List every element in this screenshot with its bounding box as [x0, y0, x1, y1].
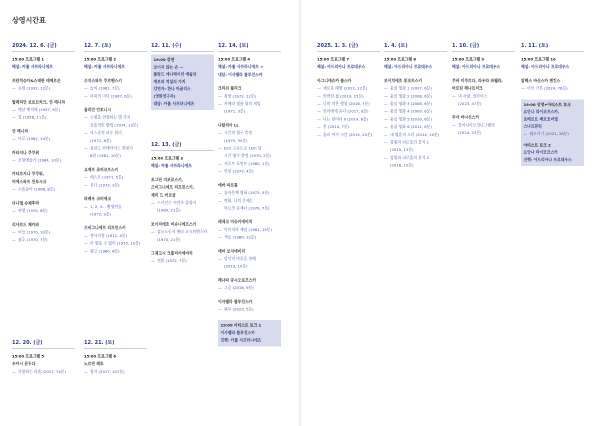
event-name-line: 진행: 카롤 사프라니에츠	[220, 337, 262, 343]
program-time: 15:00 프로그램 10	[521, 57, 556, 62]
program-host: 대담: 이사벨라 플루친스카	[218, 72, 263, 77]
director-name: 그제고시 크롤리키에비치	[151, 251, 193, 256]
film-entry	[84, 195, 147, 218]
film-title: — 미인 가본 (2024, 76분)	[521, 85, 584, 93]
event-name-line: 강연자: 한나 마골리스	[153, 86, 191, 92]
director-name: 즈지스와프 쿠르펜스키	[84, 78, 122, 83]
director-name: 알렉스 바신스카 젠킨스	[521, 78, 561, 83]
film-entry	[12, 127, 75, 142]
program-info	[12, 56, 75, 71]
film-title: — 움실 영화 3 (2008, 6분)	[384, 100, 447, 108]
program-info	[452, 56, 515, 71]
film-title: — 시간의 영구 측정	[218, 129, 281, 137]
director-name: 아그니에슈카 폴스카	[317, 78, 352, 83]
event-highlight-box	[151, 55, 214, 111]
program-time: 15:00 프로그램 6	[84, 354, 117, 359]
director-name: 레세크 미슈키에비치	[218, 219, 253, 225]
film-title: — 놀이 (1962, 7분)	[84, 85, 147, 93]
event-time-line: 19:00 강연	[153, 57, 175, 62]
film-title: — 돌아온체 영화 (1973, 5분)	[218, 189, 281, 197]
program-info	[218, 56, 281, 79]
program-info	[84, 56, 147, 71]
schedule-day	[12, 338, 75, 376]
day-date-header: 12. 11. (수)	[151, 41, 214, 52]
film-title: — 움실 영화 1 (2007, 6분)	[384, 85, 447, 93]
film-title: — 닉스준의 파동 원리	[84, 129, 147, 137]
schedule-day	[452, 41, 515, 137]
film-entry	[84, 360, 147, 375]
program-host: 해설: 아드리아나 프로데우스	[521, 64, 570, 70]
program-time: 15:00 프로그램 3	[151, 156, 184, 161]
film-title: — E22 고속도로 1km 당	[218, 145, 281, 153]
director-name: 즈비그니에프 리프친스키,	[151, 185, 195, 190]
film-title: (1971, 3분)	[224, 109, 246, 114]
program-time: 15:00 프로그램 4	[218, 57, 251, 62]
director-name: 제리 드 커르글	[151, 192, 176, 198]
event-name-line: 보이지 않는 손 —	[153, 64, 184, 70]
film-entry	[12, 199, 75, 214]
day-date-header: 1. 4. (토)	[384, 41, 447, 52]
director-name: 파베우 크비에크	[84, 196, 111, 202]
film-entry	[12, 77, 75, 92]
film-title: — 유럽 (1932, 12분)	[12, 85, 75, 93]
film-entry	[12, 149, 75, 164]
director-name: 보이치에흐 비슈니에프스키	[151, 221, 197, 227]
film-entry	[151, 220, 214, 243]
director-name: 프란치슈카&스테판 테메르손	[12, 78, 61, 83]
event-name-line: 이사벨라 플루친스카	[220, 330, 255, 335]
schedule-day	[151, 140, 214, 265]
film-entry	[12, 170, 75, 193]
film-entry	[218, 218, 281, 241]
director-name: 얀 레니차	[12, 128, 28, 134]
film-title: — 움실 영화 5 (2010, 6분)	[384, 115, 447, 123]
film-title: — 폴란드 카메라리스 연대기	[84, 145, 147, 153]
page-title: 상영시간표	[12, 16, 46, 25]
event-name-line: 진행: 아드리아나 프로데우스	[523, 157, 572, 162]
event-time-line: 19:00 상영+아티스트 토크	[523, 102, 571, 107]
day-date-header: 12. 7. (토)	[84, 41, 147, 52]
film-title: 마르의 문제다 (1979, 7분)	[224, 205, 270, 211]
film-entry	[84, 224, 147, 255]
film-title: — 테스트 (1971, 5분)	[84, 174, 147, 182]
schedule-day	[151, 41, 214, 110]
film-title: — 나는 당이다 II (2014, 6분)	[317, 115, 380, 123]
film-entry	[84, 106, 147, 160]
film-title: — 움실 영화 6 (2011, 6분)	[384, 123, 447, 131]
film-entry	[521, 77, 584, 92]
film-title: — 그곳 (2016, 9분)	[218, 284, 281, 292]
event-name-line: 스나르본틴	[523, 124, 542, 129]
director-name: 발레리안 보로브치크, 얀 레니차	[12, 99, 66, 105]
film-title: (2016, 10분)	[390, 163, 414, 168]
film-entry	[452, 77, 515, 108]
film-title: — 당신의 마음을 향해	[218, 255, 281, 263]
film-title: — 파괴의 미덕 (1967, 6분)	[84, 92, 147, 100]
film-title: — 섬유노동자 헨타 고시치엔스카	[151, 228, 214, 236]
film-entry	[12, 360, 75, 375]
event-highlight-box	[218, 320, 281, 346]
day-date-header: 2024. 12. 6. (금)	[12, 41, 75, 52]
program-info	[317, 56, 380, 71]
film-entry	[84, 77, 147, 100]
film-title: — 이미지의 게임 (1981, 15분)	[218, 226, 281, 234]
film-title: — 강령과 피로울의 분석 2	[384, 154, 447, 162]
film-title: — 소용돌이 (1968, 8분)	[12, 186, 75, 194]
film-title: — 새로운 태양 (2022, 12분)	[317, 85, 380, 93]
program-info	[84, 353, 147, 361]
film-title: — 나의 작은 행성 (2016, 7분)	[317, 100, 380, 108]
director-name: 율리안 안토니시	[84, 107, 111, 113]
day-date-header: 12. 13. (금)	[151, 140, 214, 151]
film-entry	[12, 98, 75, 121]
film-title: — 인상 (1973, 4분)	[218, 168, 281, 176]
program-host: 해설: 카롤 사프라니에츠	[12, 64, 53, 70]
day-date-header: 12. 20. (금)	[12, 338, 75, 349]
film-title: — 전환 (1972, 7분)	[151, 257, 214, 265]
film-entry	[12, 221, 75, 244]
film-title: — 조형예술가 (1964, 10분)	[12, 157, 75, 165]
director-name: 에바 파르톰	[218, 182, 238, 188]
director-name: 카타지나 쿠쿠워	[12, 150, 39, 155]
event-time-line: 19:00 아티스트 토크 1	[220, 323, 262, 328]
program-info	[521, 56, 584, 71]
schedule-day	[12, 41, 75, 244]
film-title: (1971, 8분)	[90, 138, 112, 143]
film-entry	[218, 298, 281, 313]
film-title: — 점호 (1970, 7분)	[12, 236, 75, 244]
page-fold-divider	[298, 0, 302, 426]
day-date-header: 12. 21. (토)	[84, 338, 147, 349]
film-title: (1980, 21분)	[157, 208, 181, 213]
film-entry	[218, 181, 281, 212]
film-title: (2024, 23분)	[458, 130, 482, 136]
film-title: — 내 사랑, 슬라이스	[452, 92, 515, 100]
director-name: 에바 보지에비치	[218, 248, 245, 254]
day-date-header: 1. 11. (토)	[521, 41, 584, 52]
film-title: — 아들 (1970, 10분)	[12, 228, 75, 236]
director-name: 나탈리아 LL	[218, 122, 239, 128]
day-date-header: 2025. 1. 3. (금)	[317, 41, 380, 52]
film-title: — 내 영혼의 소리 (2014, 10분)	[384, 131, 447, 139]
film-title: (1975, 21분)	[157, 237, 181, 242]
schedule-day	[84, 41, 147, 255]
schedule-day	[384, 41, 447, 169]
schedule-day	[218, 41, 281, 347]
program-info	[151, 155, 214, 170]
program-time: 15:00 프로그램 5	[12, 354, 45, 359]
film-title: — 옛날 옛적에 (1957, 9분)	[12, 106, 75, 114]
film-entry	[218, 85, 281, 116]
film-title: 6편 (1981, 10분)	[90, 153, 121, 159]
director-name: 다니엘 슈체후라	[12, 200, 39, 206]
film-title: — 강령과 피로울의 분석 1	[384, 139, 447, 147]
film-entry	[218, 121, 281, 175]
film-title: — 할머니이모의니그램의	[452, 121, 515, 129]
film-title: — 외부 (2023, 5분)	[218, 305, 281, 313]
director-name: 주자 바나신스카	[452, 115, 479, 120]
film-title: — 정사각형 (1972, 4분)	[84, 232, 147, 240]
event-name-line: 계보와 역설의 가치	[153, 79, 186, 84]
program-info	[12, 353, 75, 361]
schedule-day	[317, 41, 380, 139]
director-name: 리샤르드 체카와	[12, 222, 39, 227]
director-name: 레나타 공시오로프스카	[218, 277, 256, 283]
program-time: 15:00 프로그램 8	[384, 57, 417, 62]
film-title: — 언어에게 묻다 (2017, 8분)	[317, 108, 380, 116]
film-title: — 여행 (1970, 8분)	[12, 207, 75, 215]
film-title: — 색들 (1980, 12분)	[218, 234, 281, 242]
film-title: — 집 (1958, 11분)	[12, 114, 75, 122]
film-entry	[218, 247, 281, 270]
film-title: — 광자 (2017, 107분)	[84, 368, 147, 376]
director-name: 보그단 지보로스키,	[151, 177, 184, 182]
film-title: (1970, 30분)	[224, 138, 248, 143]
film-title: — 진다 (1973, 3분)	[84, 181, 147, 189]
director-name: 쿠바 미쿠르다, 라우라 파웰라,	[452, 78, 503, 83]
program-info	[384, 56, 447, 71]
film-title: (2015, 13분)	[390, 147, 414, 153]
film-title: — 서로트 포인트 (1980, 1분)	[218, 160, 281, 168]
film-title: — 사랑하는 피숍 (2017, 74분)	[12, 368, 75, 376]
event-work-line: — 떼오카기 (2021, 38분)	[524, 131, 582, 138]
director-name: 카타르지나 쿠쿠워,	[12, 171, 45, 177]
film-entry	[218, 276, 281, 291]
event-name-line: 요안나 라이코프스카,	[523, 109, 560, 115]
director-name: 이자벨라 플루친스카	[218, 299, 253, 304]
film-title: — 변화, 나의 문제는	[218, 197, 281, 205]
film-title: — 언박한 삶 (2019, 15분)	[317, 92, 380, 100]
program-time: 15:00 프로그램 9	[452, 57, 485, 62]
event-name-line: 대담: 카롤 사프라니에츠	[153, 101, 195, 106]
schedule-day	[521, 41, 584, 166]
event-name-line: 요안나 라이코프스카	[523, 150, 558, 155]
event-name-line: 로베르트 베르호비엘	[523, 116, 558, 122]
program-host: 해설: 카롤 사프라니에츠	[151, 163, 192, 169]
film-entry	[317, 77, 380, 139]
film-title: — 흘러 여가 시간 (2015, 20분)	[317, 131, 380, 139]
event-time-line: 아티스트 토크 2	[523, 142, 551, 148]
film-entry	[151, 250, 214, 265]
director-name: 요제프 로비코프스키	[84, 167, 119, 172]
film-title: 실용적인 방법 (1974, 13분)	[90, 122, 138, 128]
film-title: — 탱고 (1980, 8분)	[84, 247, 147, 255]
film-title: (1972, 9분)	[90, 211, 112, 217]
event-highlight-box	[521, 99, 584, 166]
program-host: 해설: 카롤 사프라니에츠	[84, 64, 125, 70]
program-time: 15:00 프로그램 1	[12, 57, 45, 62]
film-title: — 움실 영화 2 (2008, 6분)	[384, 92, 447, 100]
program-time: 15:00 프로그램 7	[317, 57, 350, 62]
film-title: (2013, 10분)	[224, 264, 248, 269]
film-title: — 스키선수 프란츠 플링어	[151, 199, 214, 207]
film-entry	[384, 77, 447, 169]
film-title: — 총 (2014, 7분)	[317, 123, 380, 131]
film-title: 시간 영구 측정 (1970, 2분)	[224, 153, 271, 159]
director-name: 노르만 레토	[84, 361, 104, 367]
director-name: 보이치에흐 봉코프스키	[384, 78, 422, 83]
director-name: 마르틴 레나르치크	[452, 86, 483, 91]
director-name: 즈비그니에프 리프친스키	[84, 225, 126, 231]
program-host: 해설: 아드리아나 프로데우스	[317, 64, 366, 70]
film-entry	[151, 176, 214, 215]
film-title: — 이 방을 수 없어 (1975, 10분)	[84, 240, 147, 248]
film-title: — 수평을 연장하는 몇 가지	[84, 114, 147, 122]
film-title: — 미로 (1962, 14분)	[12, 135, 75, 143]
director-name: 크리쉬 풀리크	[218, 86, 242, 91]
day-date-header: 12. 14. (토)	[218, 41, 281, 52]
film-title: — 카메라 필름 위의 게임	[218, 100, 281, 108]
program-time: 15:00 프로그램 2	[84, 57, 117, 62]
day-date-header: 1. 10. (금)	[452, 41, 515, 52]
film-entry	[452, 114, 515, 137]
film-title: — 1, 2, 3... 촬영연습	[84, 203, 147, 211]
film-title: (2023, 47분)	[458, 101, 482, 107]
program-host: 해설: 아드리아나 프로데우스	[384, 64, 433, 70]
program-host: 해설: 카롤 사프라니에츠 ×	[218, 64, 264, 70]
director-name: 우카시 몬두다	[12, 361, 36, 367]
film-title: — 움실 영화 4 (2009, 6분)	[384, 108, 447, 116]
schedule-day	[84, 338, 147, 376]
film-entry	[84, 166, 147, 189]
film-title: — 잠망 (1972, 12분)	[218, 92, 281, 100]
director-name: 비에스와프 찬토시크	[12, 179, 47, 184]
event-name-line: (영화연구자)	[153, 93, 176, 99]
event-name-line: 폴란드 애니메이션 예술의	[153, 72, 197, 77]
program-host: 해설: 아드리아나 프로데우스	[452, 64, 501, 70]
